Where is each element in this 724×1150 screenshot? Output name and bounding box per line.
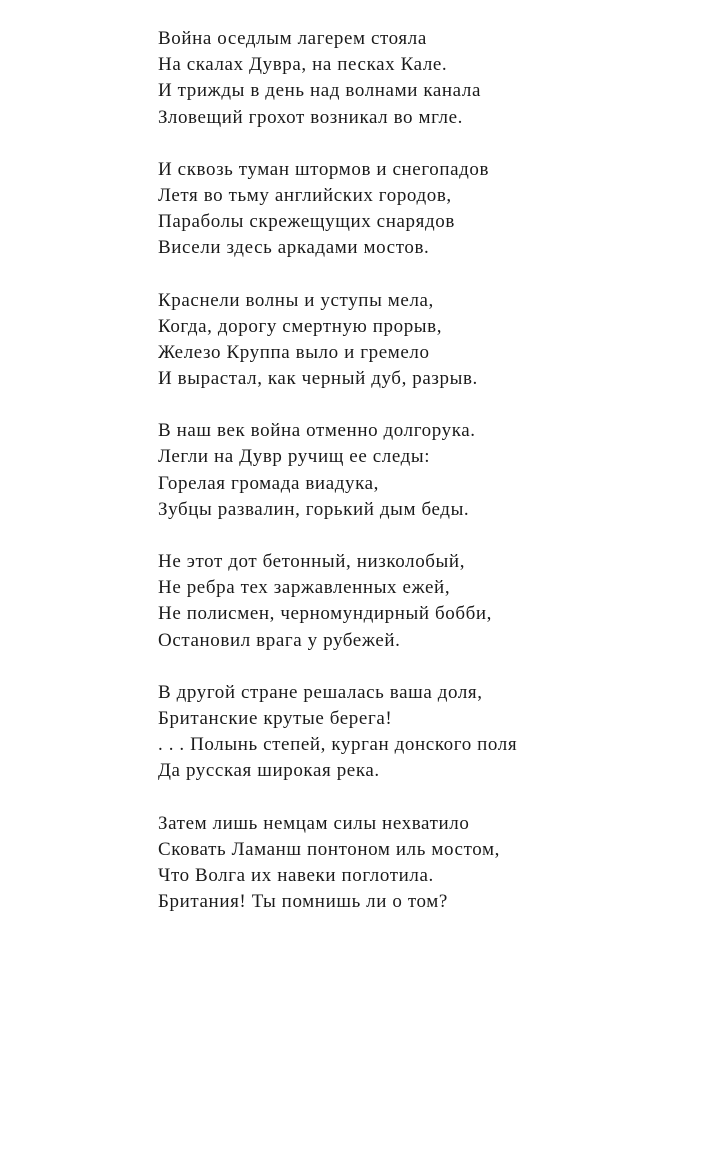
poem-line: Не ребра тех заржавленных ежей, bbox=[158, 577, 451, 599]
stanza-5 bbox=[158, 549, 698, 654]
poem-page bbox=[158, 26, 698, 941]
poem-line: Когда, дорогу смертную прорыв, bbox=[158, 315, 443, 337]
poem-line: В другой стране решалась ваша доля, bbox=[158, 681, 483, 703]
poem-line: Висели здесь аркадами мостов. bbox=[158, 237, 430, 259]
stanza-3 bbox=[158, 288, 698, 393]
poem-line: Зловещий грохот возникал во мгле. bbox=[158, 106, 464, 128]
poem-line: Затем лишь немцам силы нехватило bbox=[158, 812, 470, 834]
stanza-4 bbox=[158, 418, 698, 523]
poem-line: . . . Полынь степей, курган донского поля bbox=[158, 734, 518, 756]
stanza-1 bbox=[158, 26, 698, 131]
poem-line: И трижды в день над волнами канала bbox=[158, 80, 481, 102]
stanza-7 bbox=[158, 811, 698, 916]
poem-line: Остановил врага у рубежей. bbox=[158, 629, 401, 651]
poem-line: Британия! Ты помнишь ли о том? bbox=[158, 891, 448, 913]
poem-line: Война оседлым лагерем стояла bbox=[158, 28, 427, 49]
poem-line: Да русская широкая река. bbox=[158, 760, 380, 782]
poem-line: Краснели волны и уступы мела, bbox=[158, 289, 434, 311]
stanza-6 bbox=[158, 680, 698, 785]
poem-line: И вырастал, как черный дуб, разрыв. bbox=[158, 368, 478, 390]
poem-line: Зубцы развалин, горький дым беды. bbox=[158, 498, 470, 520]
poem-line: Сковать Ламанш понтоном иль мостом, bbox=[158, 838, 500, 860]
poem-line: Параболы скрежещущих снарядов bbox=[158, 211, 455, 233]
poem-line: Горелая громада виадука, bbox=[158, 472, 380, 494]
poem-line: И сквозь туман штормов и снегопадов bbox=[158, 158, 490, 180]
poem-line: Что Волга их навеки поглотила. bbox=[158, 864, 434, 886]
poem-line: На скалах Дувра, на песках Кале. bbox=[158, 54, 448, 76]
poem-line: Не этот дот бетонный, низколобый, bbox=[158, 551, 466, 572]
poem-line: Легли на Дувр ручищ ее следы: bbox=[158, 446, 431, 468]
poem-line: В наш век война отменно долгорука. bbox=[158, 420, 476, 442]
poem-line: Британские крутые берега! bbox=[158, 707, 393, 729]
poem-line: Летя во тьму английских городов, bbox=[158, 184, 452, 206]
poem-line: Железо Круппа выло и гремело bbox=[158, 341, 430, 363]
poem-line: Не полисмен, черномундирный бобби, bbox=[158, 603, 493, 625]
stanza-2 bbox=[158, 157, 698, 262]
